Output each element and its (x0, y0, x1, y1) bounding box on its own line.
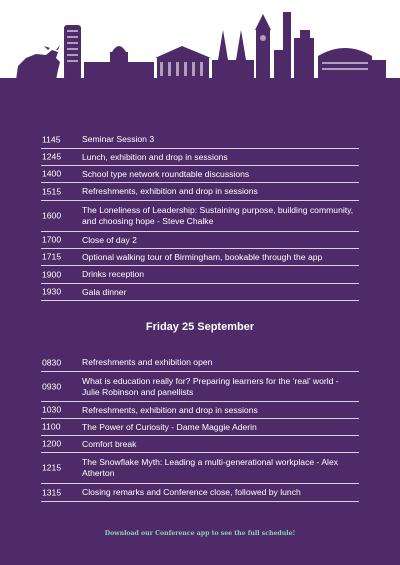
session-time: 1515 (42, 186, 62, 196)
table-row (41, 149, 359, 166)
table-row (41, 354, 359, 372)
session-time: 0830 (42, 357, 62, 367)
table-row (41, 372, 359, 402)
session-description: Refreshments and exhibition open (82, 357, 213, 367)
session-description: Close of day 2 (82, 235, 137, 245)
table-row (41, 266, 359, 284)
table-row (41, 402, 359, 419)
skyline-illustration (0, 0, 400, 82)
session-description: Closing remarks and Conference close, followed by lunch (82, 487, 301, 497)
session-description: Seminar Session 3 (82, 134, 155, 144)
session-time: 1315 (42, 487, 62, 497)
table-row (41, 484, 359, 502)
session-description: Gala dinner (82, 287, 127, 297)
session-time: 1700 (42, 234, 62, 245)
session-time: 0930 (42, 381, 62, 391)
session-time: 1030 (42, 404, 62, 415)
table-row (41, 436, 359, 453)
table-row (41, 284, 359, 301)
session-time: 1245 (42, 151, 62, 162)
table-row (41, 201, 359, 232)
table-row (41, 419, 359, 436)
session-description: Refreshments, exhibition and drop in sessions (82, 405, 258, 415)
session-description: The Snowflake Myth: Leading a multi-generational workplace - Alex Atherton (82, 457, 339, 478)
table-row (41, 131, 359, 149)
session-time: 1930 (42, 286, 62, 297)
session-description: Comfort break (82, 439, 137, 449)
session-time: 1215 (42, 462, 62, 473)
session-time: 1100 (42, 421, 61, 432)
table-row (41, 232, 359, 249)
footer-note: Download our Conference app to see the full schedule! (104, 530, 296, 537)
session-description: What is education really for? Preparing learners for the ‘real’ world - Julie Robinson and panellists (82, 376, 339, 397)
session-time: 1900 (42, 269, 62, 279)
session-description: The Power of Curiosity - Dame Maggie Aderin (82, 422, 257, 432)
session-time: 1200 (42, 438, 62, 449)
session-description: Refreshments, exhibition and drop in sessions (82, 186, 258, 196)
session-description: The Loneliness of Leadership: Sustaining purpose, building community, and choosing hope - Steve Chalke (82, 205, 354, 226)
session-time: 1400 (42, 168, 62, 179)
table-row (41, 183, 359, 201)
schedule-table-day3 (41, 354, 359, 502)
birmingham-skyline-icon (0, 0, 400, 82)
session-description: Lunch, exhibition and drop in sessions (82, 152, 228, 162)
session-description: Optional walking tour of Birmingham, bookable through the app (82, 252, 323, 262)
schedule-table-day2 (41, 131, 359, 301)
table-row (41, 166, 359, 183)
session-description: School type network roundtable discussions (82, 169, 250, 179)
session-description: Drinks reception (82, 269, 145, 279)
table-row (41, 453, 359, 484)
table-row (41, 249, 359, 266)
session-time: 1715 (42, 251, 62, 262)
session-time: 1600 (42, 210, 62, 221)
day-heading: Friday 25 September (145, 321, 255, 333)
session-time: 1145 (42, 134, 61, 144)
